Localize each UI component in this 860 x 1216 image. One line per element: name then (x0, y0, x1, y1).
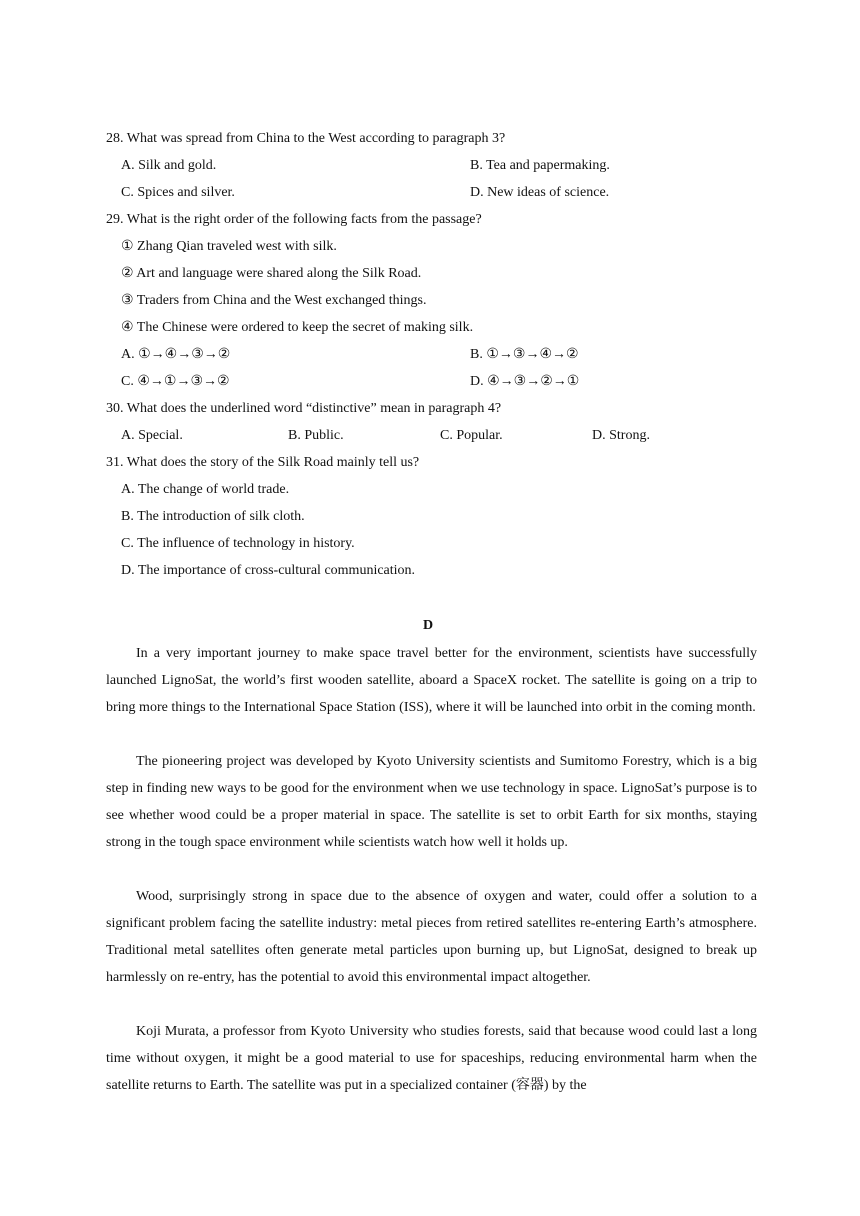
question-28-option-c: C. Spices and silver. (121, 185, 235, 200)
question-28-option-d: D. New ideas of science. (470, 185, 610, 200)
question-30-option-a: A. Special. (121, 428, 183, 443)
question-29-option-c: C. ④→①→③→② (121, 374, 230, 389)
question-31-option-b: B. The introduction of silk cloth. (121, 509, 305, 524)
question-31-option-a: A. The change of world trade. (121, 482, 290, 497)
question-31-option-d: D. The importance of cross-cultural communication. (121, 563, 416, 578)
question-30-option-c: C. Popular. (440, 428, 503, 443)
question-29-fact-3: ③ Traders from China and the West exchanged things. (121, 293, 427, 308)
section-d-paragraph-1: In a very important journey to make space travel better for the environment, scientists have successfully launched LignoSat, the world’s first wooden satellite, aboard a SpaceX rocket. The satellite is going on a trip to bring more things to the International Space Station (ISS), where it will be launched into orbit in the coming month. (106, 646, 757, 715)
question-28-option-a: A. Silk and gold. (121, 158, 217, 173)
question-28-stem: 28. What was spread from China to the West according to paragraph 3? (106, 131, 506, 146)
question-29-option-b: B. ①→③→④→② (470, 347, 579, 362)
question-29-fact-2: ② Art and language were shared along the Silk Road. (121, 266, 422, 281)
question-29-fact-4: ④ The Chinese were ordered to keep the secret of making silk. (121, 320, 474, 335)
section-d-paragraph-2: The pioneering project was developed by Kyoto University scientists and Sumitomo Forestry, which is a big step in finding new ways to be good for the environment when we use technology in space. LignoSat’s purpose is to see whether wood could be a proper material in space. The satellite is set to orbit Earth for six months, staying strong in the tough space environment while scientists watch how well it holds up. (106, 754, 757, 850)
question-30-option-b: B. Public. (288, 428, 344, 443)
question-31-option-c: C. The influence of technology in history. (121, 536, 355, 551)
question-28-option-b: B. Tea and papermaking. (470, 158, 610, 173)
question-29-stem: 29. What is the right order of the following facts from the passage? (106, 212, 482, 227)
question-29-option-d: D. ④→③→②→① (470, 374, 580, 389)
question-30-stem: 30. What does the underlined word “distinctive” mean in paragraph 4? (106, 401, 502, 416)
question-31-stem: 31. What does the story of the Silk Road mainly tell us? (106, 455, 420, 470)
section-d-paragraph-3: Wood, surprisingly strong in space due to the absence of oxygen and water, could offer a solution to a significant problem facing the satellite industry: metal pieces from retired satellites re-entering Earth’s atmosphere. Traditional metal satellites often generate metal particles upon burning up, but LignoSat, designed to break up harmlessly on re-entry, has the potential to avoid this environmental impact altogether. (106, 889, 757, 985)
section-d-heading: D (423, 618, 434, 633)
question-29-fact-1: ① Zhang Qian traveled west with silk. (121, 239, 337, 254)
question-29-option-a: A. ①→④→③→② (121, 347, 231, 362)
question-30-option-d: D. Strong. (592, 428, 650, 443)
section-d-paragraph-4: Koji Murata, a professor from Kyoto University who studies forests, said that because wood could last a long time without oxygen, it might be a good material to use for spaceships, reducing environmental harm when the satellite returns to Earth. The satellite was put in a specialized container (容器) by the (106, 1024, 757, 1093)
